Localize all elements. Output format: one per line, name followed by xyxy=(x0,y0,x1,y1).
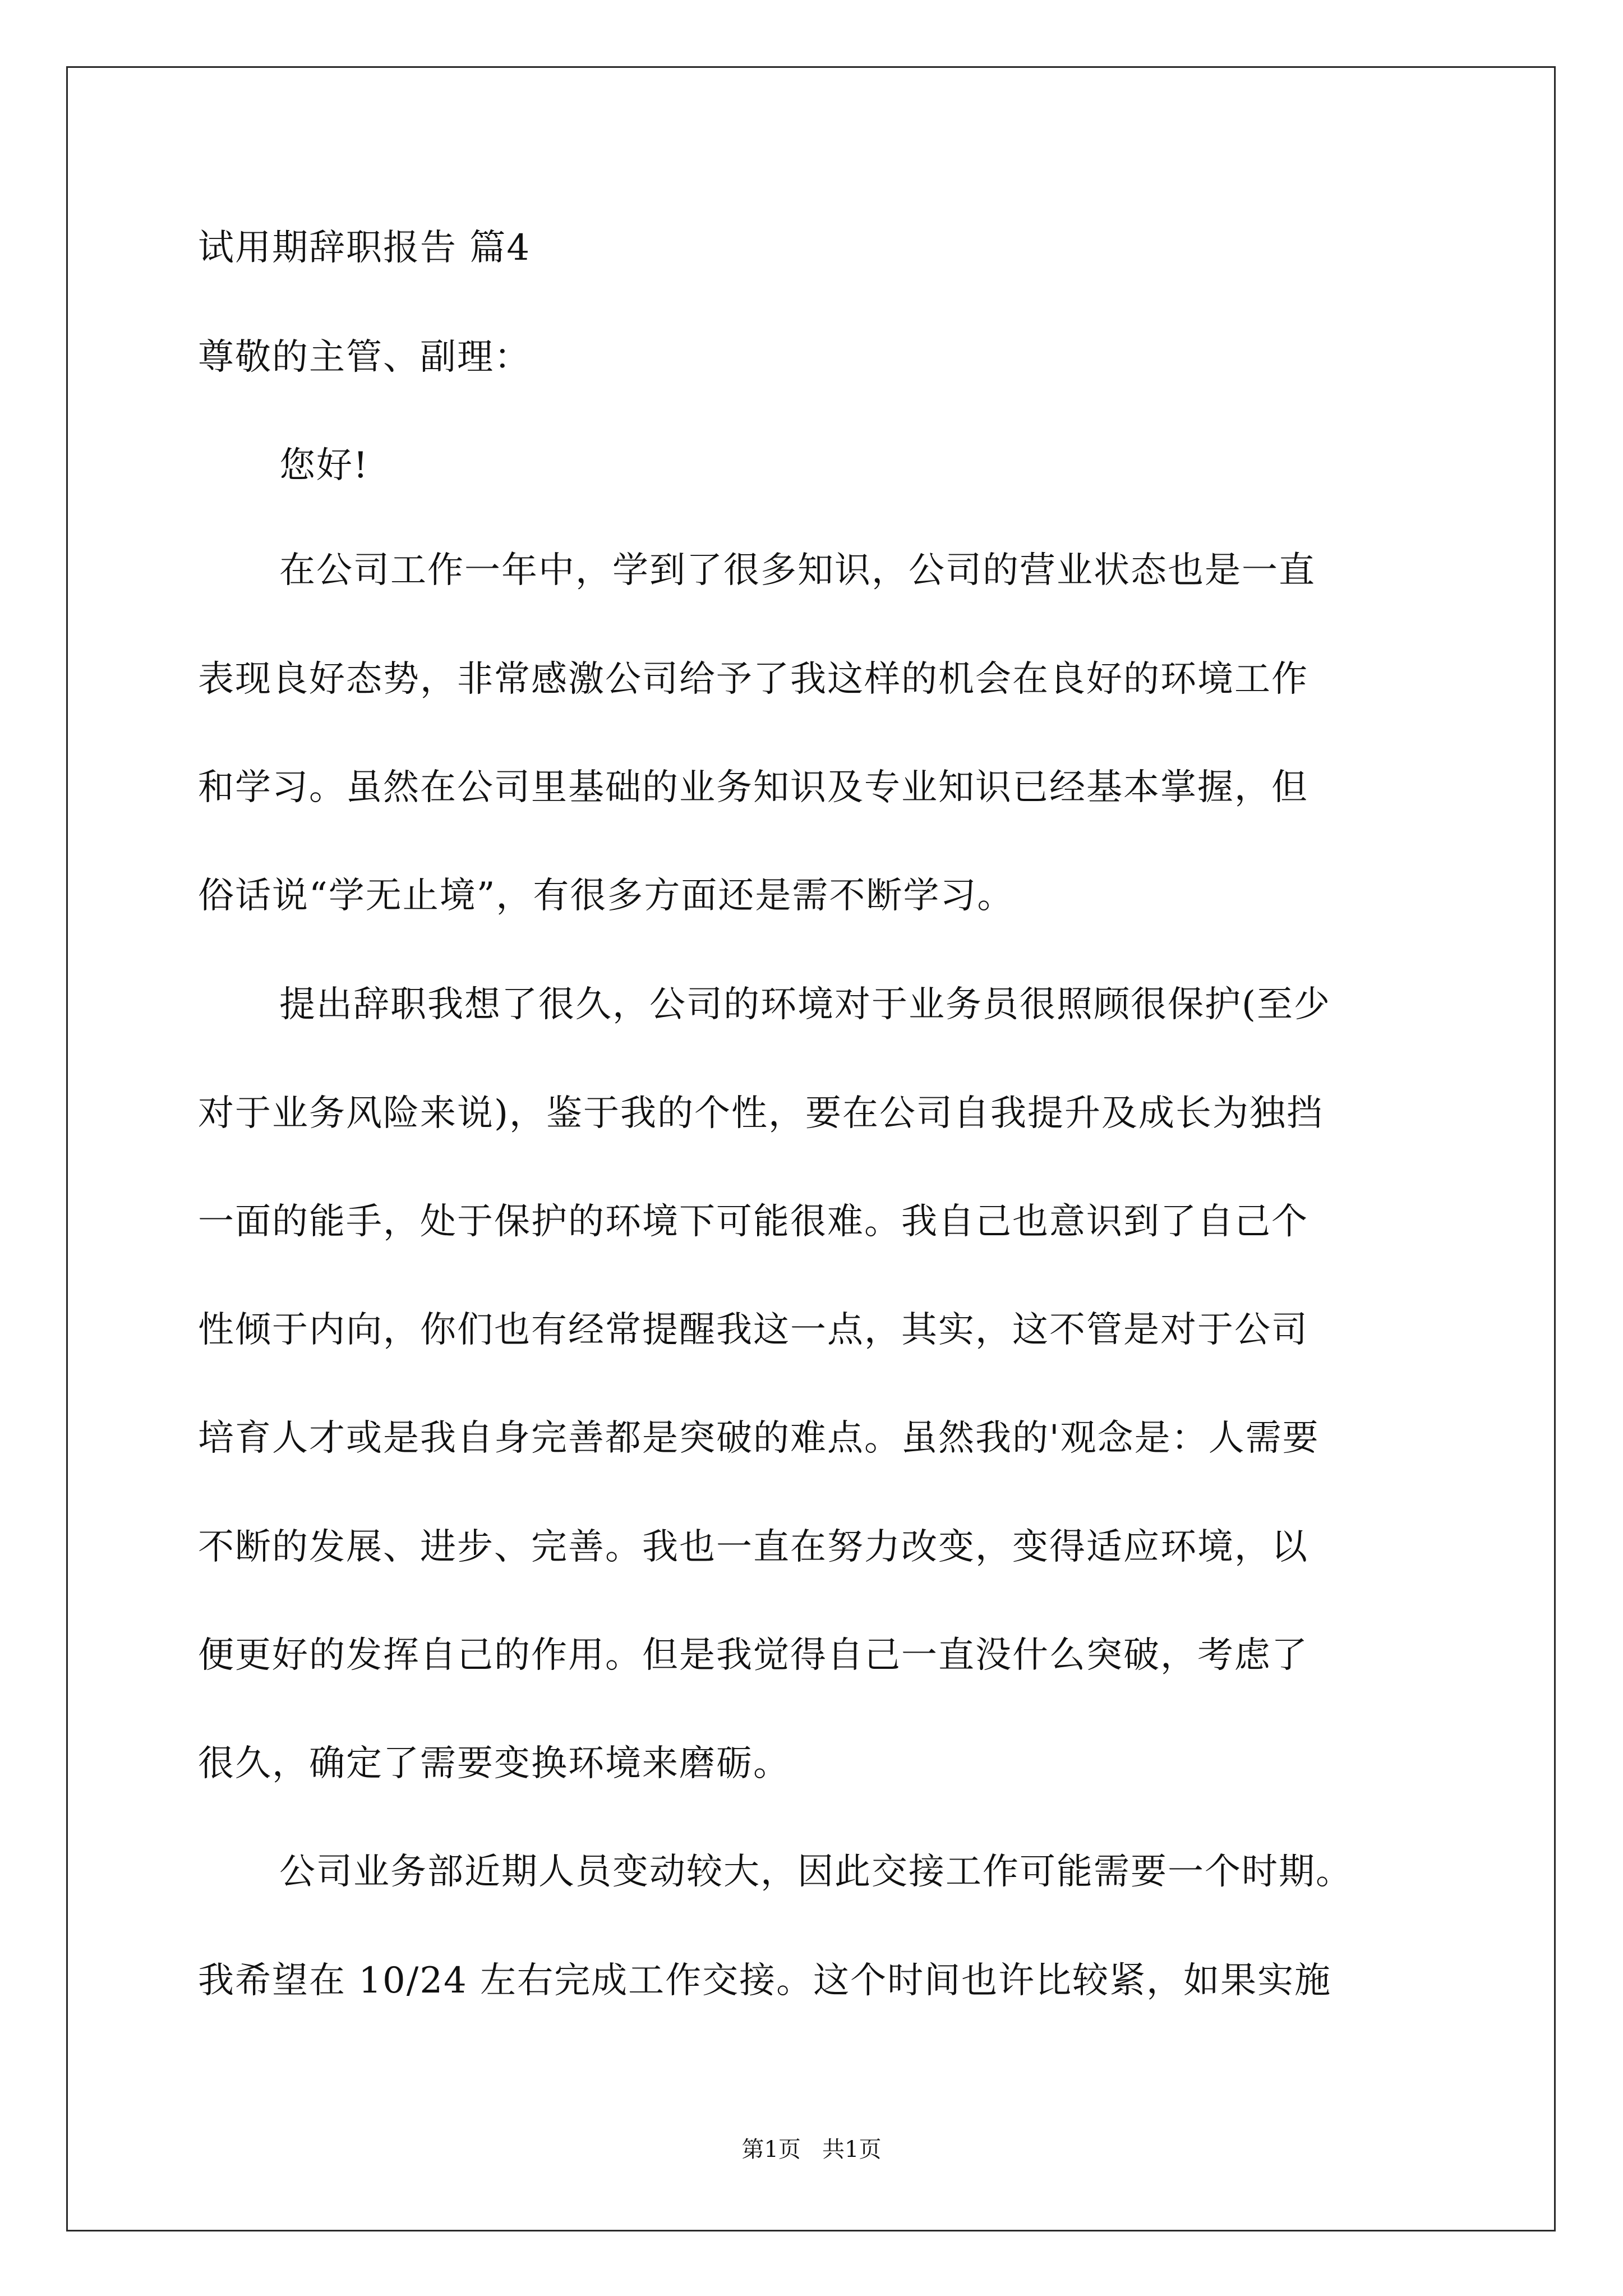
paragraph-line: 在公司工作一年中，学到了很多知识，公司的营业状态也是一直 xyxy=(279,550,1316,591)
page-number: 第1页 共1页 xyxy=(741,2137,882,2162)
paragraph-line: 很久，确定了需要变换环境来磨砺。 xyxy=(198,1743,790,1784)
paragraph-line: 表现良好态势，非常感激公司给予了我这样的机会在良好的环境工作 xyxy=(198,659,1308,700)
paragraph-line: 对于业务风险来说)，鉴于我的个性，要在公司自我提升及成长为独挡 xyxy=(198,1093,1324,1134)
paragraph-line: 俗话说“学无止境”，有很多方面还是需不断学习。 xyxy=(198,875,1015,917)
paragraph-line: 提出辞职我想了很久，公司的环境对于业务员很照顾很保护(至少 xyxy=(279,984,1331,1025)
paragraph-line: 不断的发展、进步、完善。我也一直在努力改变，变得适应环境，以 xyxy=(198,1526,1308,1568)
salutation: 尊敬的主管、副理： xyxy=(198,337,531,378)
paragraph-line: 公司业务部近期人员变动较大，因此交接工作可能需要一个时期。 xyxy=(279,1851,1353,1893)
page-border xyxy=(66,66,1556,2231)
document-title: 试用期辞职报告 篇4 xyxy=(198,227,531,269)
greeting: 您好! xyxy=(279,445,369,486)
paragraph-line: 性倾于内向，你们也有经常提醒我这一点，其实，这不管是对于公司 xyxy=(198,1309,1308,1351)
paragraph-line: 便更好的发挥自己的作用。但是我觉得自己一直没什么突破，考虑了 xyxy=(198,1635,1308,1676)
paragraph-line: 和学习。虽然在公司里基础的业务知识及专业知识已经基本掌握，但 xyxy=(198,767,1308,808)
paragraph-line: 培育人才或是我自身完善都是突破的难点。虽然我的'观念是：人需要 xyxy=(198,1418,1320,1459)
paragraph-line: 一面的能手，处于保护的环境下可能很难。我自己也意识到了自己个 xyxy=(198,1201,1308,1243)
paragraph-line: 我希望在 10/24 左右完成工作交接。这个时间也许比较紧，如果实施 xyxy=(198,1960,1332,2001)
